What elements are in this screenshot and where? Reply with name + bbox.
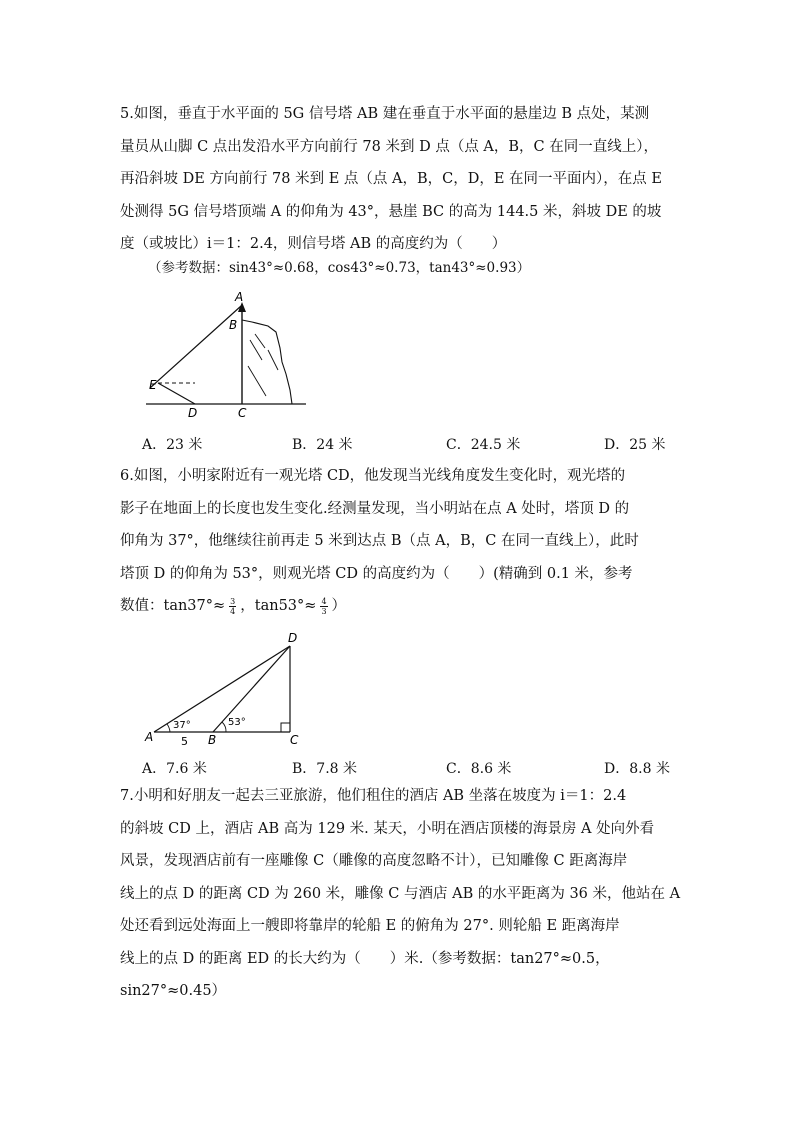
q5-label-a: A <box>235 290 244 304</box>
q6-sight-line-bd <box>213 646 290 732</box>
q7-line-3: 风景，发现酒店前有一座雕像 C（雕像的高度忽略不计），已知雕像 C 距离海岸 <box>120 853 628 869</box>
q6-angle-label-53: 53° <box>228 717 246 728</box>
q6-fraction-1-num: 3 <box>230 596 236 606</box>
q6-line-5 <box>120 590 680 623</box>
q6-fraction-2-den: 3 <box>321 606 327 616</box>
q7-line-2: 的斜坡 CD 上，酒店 AB 高为 129 米. 某天，小明在酒店顶楼的海景房 A 处向外看 <box>120 820 655 837</box>
q5-line-4: 处测得 5G 信号塔顶端 A 的仰角为 43°，悬崖 BC 的高为 144.5 米，斜坡 DE 的坡 <box>120 203 662 220</box>
q7-line-1: 7.小明和好朋友一起去三亚旅游，他们租住的酒店 AB 坐落在坡度为 i＝1：2.4 <box>120 788 627 804</box>
question-7-text <box>120 780 680 1008</box>
q6-fraction-2 <box>320 597 327 616</box>
q5-cliff-hatch <box>250 340 262 360</box>
q6-line-4: 塔顶 D 的仰角为 53°，则观光塔 CD 的高度约为（ ）(精确到 0.1 米，参考 <box>120 565 633 582</box>
q5-label-b: B <box>229 318 238 332</box>
q6-option-b[interactable]: B．7.8 米 <box>292 761 358 777</box>
q6-label-a: A <box>145 730 154 744</box>
q6-label-d: D <box>288 631 298 645</box>
q6-ref-prefix: 数值：tan37°≈ <box>120 598 226 614</box>
q6-option-a[interactable]: A．7.6 米 <box>142 761 207 777</box>
q5-line-2: 量员从山脚 C 点出发沿水平方向前行 78 米到 D 点（点 A，B，C 在同一直线上）， <box>120 138 659 155</box>
q6-ref-suffix: ） <box>331 598 347 614</box>
q6-options <box>142 758 682 782</box>
q6-angle-arc-b <box>222 722 226 732</box>
q5-label-d: D <box>188 406 198 420</box>
q7-line-6: 线上的点 D 的距离 ED 的长大约为（ ）米.（参考数据：tan27°≈0.5， <box>120 950 610 967</box>
q5-cliff-hatch <box>248 366 266 396</box>
q5-line-1: 5.如图，垂直于水平面的 5G 信号塔 AB 建在垂直于水平面的悬崖边 B 点处，某测 <box>120 106 650 122</box>
q5-label-e: E <box>149 378 157 392</box>
q5-option-d[interactable]: D．25 米 <box>604 437 666 453</box>
q5-cliff-hatch <box>255 334 265 348</box>
q5-reference-data: （参考数据：sin43°≈0.68，cos43°≈0.73，tan43°≈0.93） <box>148 260 531 276</box>
q6-fraction-1 <box>229 597 236 616</box>
q6-angle-label-37: 37° <box>173 720 191 731</box>
q6-line-2: 影子在地面上的长度也发生变化.经测量发现，当小明站在点 A 处时，塔顶 D 的 <box>120 500 630 517</box>
q6-option-d[interactable]: D．8.8 米 <box>604 761 670 777</box>
q5-cliff-outline <box>242 320 292 404</box>
q7-line-5: 处还看到远处海面上一艘即将靠岸的轮船 E 的俯角为 27°. 则轮船 E 距离海岸 <box>120 918 620 934</box>
q5-option-a[interactable]: A．23 米 <box>142 437 203 453</box>
q5-option-b[interactable]: B．24 米 <box>292 437 353 453</box>
question-6-text <box>120 460 680 623</box>
q6-length-label-ab: 5 <box>181 735 188 748</box>
q6-fraction-1-den: 4 <box>230 606 236 616</box>
q6-label-b: B <box>208 733 217 747</box>
q5-line-3: 再沿斜坡 DE 方向前行 78 米到 E 点（点 A，B，C，D，E 在同一平面内），在点 E <box>120 171 662 187</box>
q6-line-3: 仰角为 37°，他继续往前再走 5 米到达点 B（点 A，B，C 在同一直线上），此时 <box>120 533 639 549</box>
question-5-text <box>120 98 680 261</box>
q6-ref-mid: ，tan53°≈ <box>240 598 317 614</box>
q6-angle-arc-a <box>167 724 170 732</box>
q5-options <box>142 434 682 458</box>
q6-line-1: 6.如图，小明家附近有一观光塔 CD，他发现当光线角度发生变化时，观光塔的 <box>120 468 626 484</box>
q6-fraction-2-num: 4 <box>321 596 327 606</box>
q6-figure <box>140 628 320 748</box>
q5-sight-line-ea <box>150 306 241 388</box>
q7-line-7: sin27°≈0.45） <box>120 983 227 999</box>
q7-line-4: 线上的点 D 的距离 CD 为 260 米，雕像 C 与酒店 AB 的水平距离为 36 米，他站在 A <box>120 885 681 902</box>
q5-slope-de <box>158 383 195 404</box>
q5-figure <box>140 290 320 420</box>
q5-option-c[interactable]: C．24.5 米 <box>446 437 521 453</box>
q6-label-c: C <box>290 733 299 747</box>
q5-line-5: 度（或坡比）i＝1：2.4，则信号塔 AB 的高度约为（ ） <box>120 236 507 252</box>
q5-cliff-hatch <box>268 350 278 370</box>
q6-right-angle-marker <box>281 723 290 732</box>
q6-option-c[interactable]: C．8.6 米 <box>446 761 512 777</box>
q5-label-c: C <box>238 406 247 420</box>
